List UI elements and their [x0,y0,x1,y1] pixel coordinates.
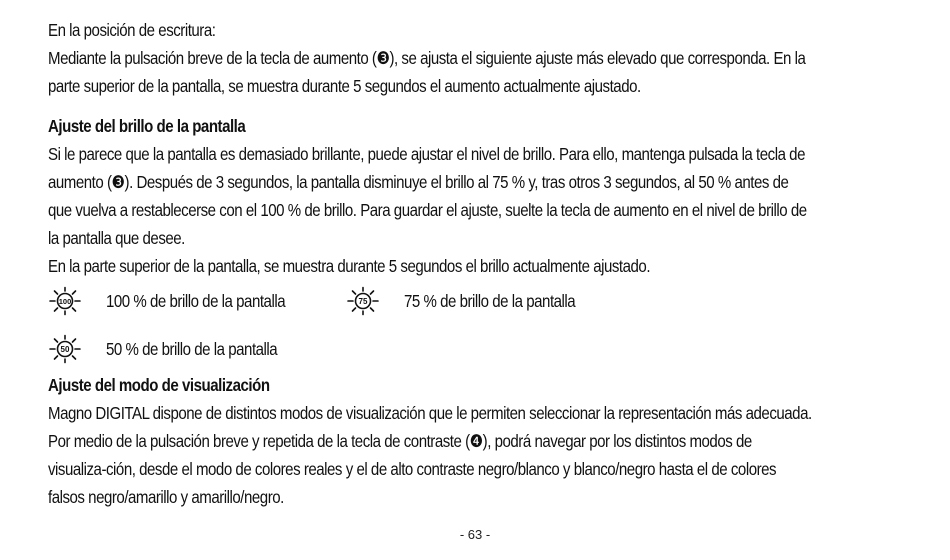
paragraph-line: En la parte superior de la pantalla, se muestra durante 5 segundos el brillo actualmente ajustado. [48,256,651,276]
brightness-75-item [346,288,603,314]
section-heading-brillo: Ajuste del brillo de la pantalla [48,116,246,136]
brightness-75-icon [346,286,380,316]
intro-title: En la posición de escritura: [48,20,216,40]
paragraph-line: Mediante la pulsación breve de la tecla de aumento (❸), se ajusta el siguiente ajuste más elevado que corresponda. En la [48,48,806,68]
paragraph-line: que vuelva a restablecerse con el 100 % de brillo. Para guardar el ajuste, suelte la tecla de aumento en el nivel de brillo de [48,200,807,220]
paragraph-line: falsos negro/amarillo y amarillo/negro. [48,487,284,507]
brightness-50-item [48,336,305,362]
svg-text:100: 100 [58,297,72,306]
svg-text:75: 75 [358,297,368,306]
paragraph-line: visualiza-ción, desde el modo de colores reales y el de alto contraste negro/blanco y blanco/negro hasta el de colores [48,459,777,479]
paragraph-line: la pantalla que desee. [48,228,185,248]
paragraph-line: parte superior de la pantalla, se muestra durante 5 segundos el aumento actualmente ajustado. [48,76,641,96]
brightness-100-label: 100 % de brillo de la pantalla [106,290,286,311]
svg-text:50: 50 [60,345,70,354]
brightness-75-label: 75 % de brillo de la pantalla [404,290,576,311]
brightness-100-icon [48,286,82,316]
brightness-100-item [48,288,314,314]
brightness-50-icon [48,334,82,364]
paragraph-line: Por medio de la pulsación breve y repetida de la tecla de contraste (❹), podrá navegar por los distintos modos de [48,431,752,451]
page-number: - 63 - [459,527,491,542]
brightness-50-label: 50 % de brillo de la pantalla [106,338,278,359]
section-heading-modo: Ajuste del modo de visualización [48,375,270,395]
paragraph-line: Magno DIGITAL dispone de distintos modos de visualización que le permiten seleccionar la representación más adecuada. [48,403,812,423]
paragraph-line: Si le parece que la pantalla es demasiado brillante, puede ajustar el nivel de brillo. Para ello, mantenga pulsada la tecla de [48,144,805,164]
paragraph-line: aumento (❸). Después de 3 segundos, la pantalla disminuye el brillo al 75 % y, tras otros 3 segundos, al 50 % antes de [48,172,789,192]
